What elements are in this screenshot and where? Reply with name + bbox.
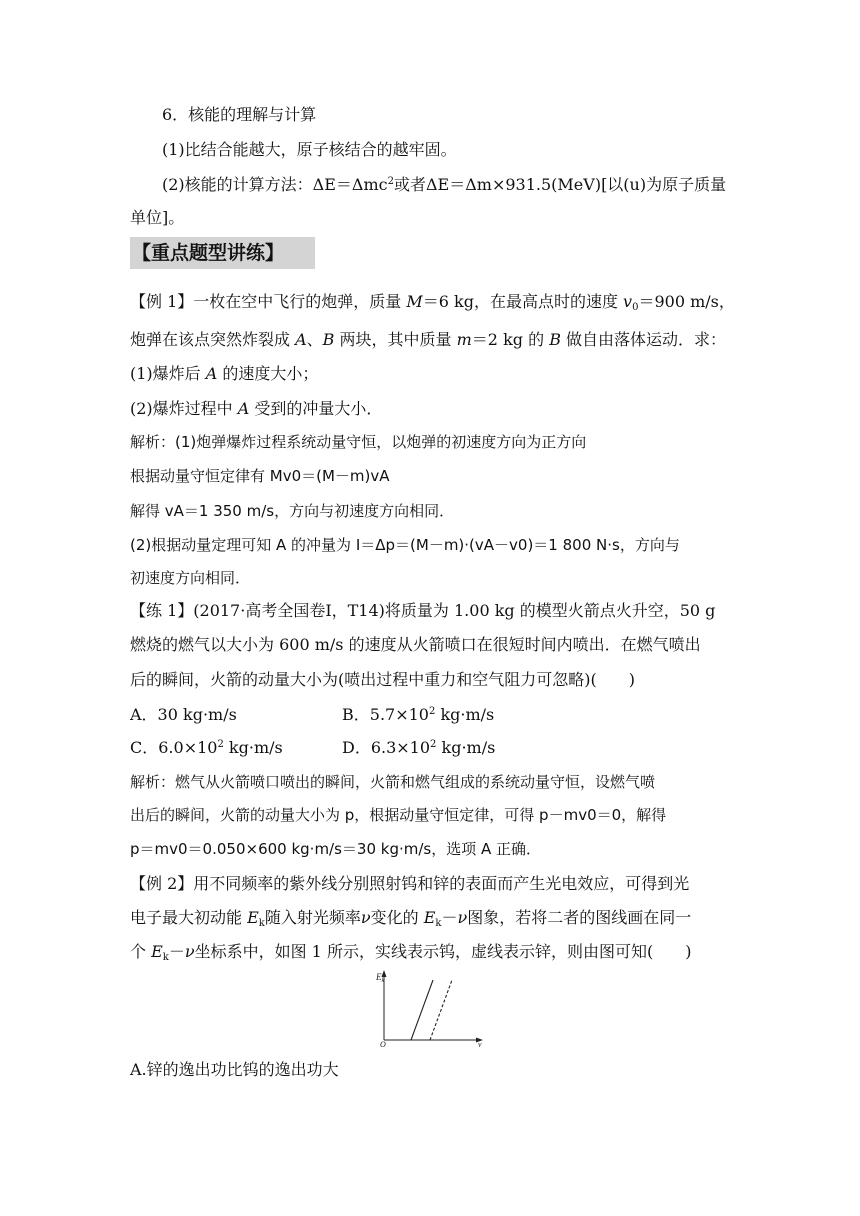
example1-question1: (1)爆炸后 A 的速度大小； (130, 364, 319, 383)
practice1-line2: 燃烧的燃气以大小为 600 m/s 的速度从火箭喷口在很短时间内喷出．在燃气喷出 (130, 635, 701, 654)
paragraph-nuclear-energy-formula: (2)核能的计算方法：ΔE＝Δmc$^2$或者ΔE＝Δm×931.5(MeV)[以(u)为原子质量 (162, 175, 727, 194)
example2-line2: 电子最大初动能 $E_k$随入射光频率ν变化的 $E_k-\nu$图象，若将二者的图线画在同一 (130, 908, 692, 929)
practice1-option-d: D．$6.3\times 10^2$ kg·m/s (342, 738, 496, 757)
practice1-solution-2: 出后的瞬间，火箭的动量大小为 p，根据动量守恒定律，可得 p－mv0＝0，解得 (130, 806, 667, 824)
example1-line1: 【例 1】一枚在空中飞行的炮弹，质量 M＝6 kg，在最高点时的速度 $v_0=900$ m/s， (130, 292, 735, 313)
example1-question2: (2)爆炸过程中 A 受到的冲量大小． (130, 399, 383, 418)
example2-line3: 个 $E_k-\nu$坐标系中，如图 1 所示，实线表示钨，虚线表示锌，则由图可知( ) (130, 942, 692, 963)
practice1-solution-1: 解析：燃气从火箭喷口喷出的瞬间，火箭和燃气组成的系统动量守恒，设燃气喷 (130, 773, 656, 791)
ek-v-graph (370, 965, 500, 1047)
practice1-option-a: A．30 kg·m/s (130, 705, 237, 724)
practice1-line3: 后的瞬间，火箭的动量大小为(喷出过程中重力和空气阻力可忽略)( ) (130, 670, 635, 689)
paragraph-binding-energy: (1)比结合能越大，原子核结合的越牢固。 (162, 140, 457, 159)
y-axis-arrow (382, 970, 387, 977)
practice1-option-c: C．$6.0\times 10^2$ kg·m/s (130, 738, 283, 757)
example2-line1: 【例 2】用不同频率的紫外线分别照射钨和锌的表面而产生光电效应，可得到光 (130, 874, 690, 893)
paragraph-continuation: 单位]。 (130, 208, 185, 227)
example1-solution-3: 解得 vA＝1 350 m/s，方向与初速度方向相同． (130, 502, 455, 520)
origin-label: O (380, 1040, 386, 1047)
example1-solution-1: 解析：(1)炮弹爆炸过程系统动量守恒，以炮弹的初速度方向为正方向 (130, 433, 587, 451)
tungsten-solid-line (411, 980, 433, 1040)
example1-solution-4: (2)根据动量定理可知 A 的冲量为 I＝Δp＝(M－m)·(vA－v0)＝1 800 N·s，方向与 (130, 536, 680, 554)
practice1-option-b: B．$5.7\times 10^2$ kg·m/s (342, 705, 495, 724)
example1-solution-2: 根据动量守恒定律有 Mv0＝(M－m)vA (130, 467, 390, 485)
section-title: 6．核能的理解与计算 (162, 105, 317, 124)
section-heading: 【重点题型讲练】 (130, 237, 315, 269)
example2-option-a: A.锌的逸出功比钨的逸出功大 (130, 1060, 339, 1079)
example1-line2: 炮弹在该点突然炸裂成 A、B 两块，其中质量 m＝2 kg 的 B 做自由落体运动．求： (130, 330, 727, 349)
x-axis-label: ν (478, 1040, 482, 1047)
zinc-dashed-line (430, 980, 452, 1040)
practice1-line1: 【练 1】(2017·高考全国卷Ⅰ，T14)将质量为 1.00 kg 的模型火箭点火升空，50 g (130, 601, 716, 620)
example1-solution-5: 初速度方向相同． (130, 569, 251, 587)
y-axis-label: $E_k$ (376, 972, 385, 984)
practice1-solution-3: p＝mv0＝0.050×600 kg·m/s＝30 kg·m/s，选项 A 正确． (130, 840, 542, 858)
